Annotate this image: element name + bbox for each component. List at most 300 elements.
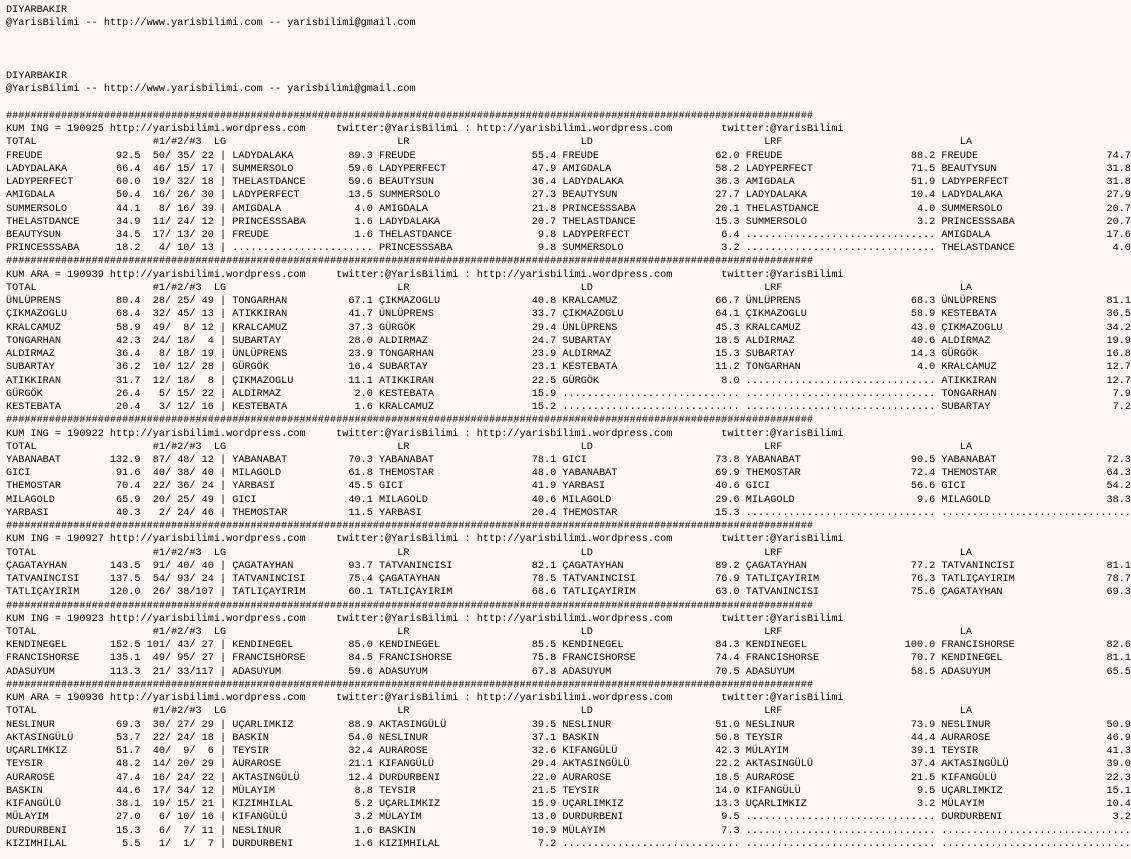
ld-cell: BEAUTYSUN 27.7	[562, 190, 746, 202]
total-cell: ALDIRMAZ 36.4	[6, 349, 147, 361]
race-title: KUM ARA = 190936 http://yarisbilimi.wordpress.com twitter:@YarisBilimi : http://yarisbilimi.wordpress.com twitter:@YarisBilimi	[6, 693, 844, 705]
ld-cell: DURDURBENI 9.5	[562, 812, 746, 824]
lrf-cell: ...............................	[745, 229, 942, 241]
la-cell: NESLINUR 50.9	[941, 719, 1131, 731]
website-link[interactable]: http://www.yarisbilimi.com	[103, 18, 263, 30]
lr-cell: GICI 41.9	[378, 481, 563, 493]
header-contact: @YarisBilimi -- http://www.yarisbilimi.com -- yarisbilimi@gmail.com	[6, 18, 416, 30]
lr-cell: ALDIRMAZ 24.7	[378, 335, 563, 347]
la-cell: THEMOSTAR 64.3	[941, 468, 1131, 480]
total-cell: FRANCISHORSE 135.1	[6, 653, 147, 665]
lg-cell: ATIKKIRAN 41.7	[232, 309, 379, 321]
ld-cell: KRALCAMUZ 66.7	[562, 296, 746, 308]
separator-line: ####################################################################################################################################	[6, 415, 813, 427]
lr-cell: AURAROSE 32.6	[378, 746, 563, 758]
ld-cell: FREUDE 62.0	[562, 150, 746, 162]
lr-cell: TATVANINCISI 82.1	[378, 560, 563, 572]
ld-cell: KESTEBATA 11.2	[562, 362, 746, 374]
placings-cell: 26/ 38/107 |	[146, 587, 233, 599]
lrf-cell: THEMOSTAR 72.4	[745, 468, 942, 480]
lrf-cell: LADYPERFECT 71.5	[745, 163, 942, 175]
total-cell: KRALCAMUZ 58.9	[6, 322, 147, 334]
table-row	[6, 150, 1131, 163]
ld-cell: AKTASINGÜLÜ 22.2	[562, 759, 746, 771]
lg-cell: THELASTDANCE 59.6	[232, 177, 379, 189]
placings-cell: 19/ 32/ 18 |	[146, 177, 233, 189]
lr-cell: SUMMERSOLO 27.3	[378, 190, 563, 202]
total-cell: PRINCESSSABA 18.2	[6, 243, 147, 255]
la-cell: TATVANINCISI 81.1	[941, 560, 1131, 572]
la-cell: KENDINEGEL 81.1	[941, 653, 1131, 665]
ld-cell: ÇIKMAZOGLU 64.1	[562, 309, 746, 321]
placings-cell: 5/ 15/ 22 |	[146, 388, 233, 400]
la-cell: AKTASINGÜLÜ 39.0	[941, 759, 1131, 771]
table-row	[6, 216, 1131, 229]
la-cell: AMIGDALA 17.6	[941, 229, 1131, 241]
lr-cell: MILAGOLD 40.6	[378, 494, 563, 506]
lrf-cell: ...............................	[745, 388, 942, 400]
lrf-cell: THELASTDANCE 4.0	[745, 203, 942, 215]
la-cell: YABANABAT 72.3	[941, 454, 1131, 466]
race-block	[6, 110, 1131, 256]
lg-cell: .......................	[232, 243, 379, 255]
lrf-cell: ...............................	[745, 375, 942, 387]
column-header-row: TOTAL #1/#2/#3 LG LR LD LRF LA	[6, 627, 972, 639]
placings-cell: 30/ 27/ 29 |	[146, 719, 233, 731]
ld-cell: NESLINUR 51.0	[562, 719, 746, 731]
table-row	[6, 454, 1131, 467]
lr-cell: KESTEBATA 15.9	[378, 388, 563, 400]
lr-cell: THELASTDANCE 9.8	[378, 229, 563, 241]
total-cell: TONGARHAN 42.3	[6, 335, 147, 347]
total-cell: NESLINUR 69.3	[6, 719, 147, 731]
placings-cell: 6/ 10/ 16 |	[146, 812, 233, 824]
table-row	[6, 308, 1131, 321]
placings-cell: 16/ 26/ 30 |	[146, 190, 233, 202]
table-row	[6, 838, 1131, 851]
total-cell: KESTEBATA 20.4	[6, 402, 147, 414]
lrf-cell: TATLIÇAYIRIM 76.3	[745, 574, 942, 586]
total-cell: THELASTDANCE 34.9	[6, 216, 147, 228]
total-cell: THEMOSTAR 70.4	[6, 481, 147, 493]
lrf-cell: ALDIRMAZ 40.6	[745, 335, 942, 347]
lr-cell: TONGARHAN 23.9	[378, 349, 563, 361]
race-block	[6, 520, 1131, 599]
race-title: KUM ING = 190927 http://yarisbilimi.wordpress.com twitter:@YarisBilimi : http://yarisbilimi.wordpress.com twitter:@YarisBilimi	[6, 534, 844, 546]
ld-cell: BASKIN 50.8	[562, 732, 746, 744]
lg-cell: AKTASINGÜLÜ 12.4	[232, 772, 379, 784]
la-cell: ATIKKIRAN 12.7	[941, 375, 1131, 387]
column-header-row: TOTAL #1/#2/#3 LG LR LD LRF LA	[6, 137, 972, 149]
la-cell: KESTEBATA 36.5	[941, 309, 1131, 321]
lrf-cell: AMIGDALA 51.9	[745, 177, 942, 189]
total-cell: ÇAGATAYHAN 143.5	[6, 560, 147, 572]
lr-cell: FREUDE 55.4	[378, 150, 563, 162]
placings-cell: 11/ 24/ 12 |	[146, 216, 233, 228]
placings-cell: 22/ 24/ 18 |	[146, 732, 233, 744]
lg-cell: NESLINUR 1.6	[232, 825, 379, 837]
la-cell: UÇARLIMKIZ 15.1	[941, 785, 1131, 797]
email-link[interactable]: yarisbilimi@gmail.com	[287, 18, 416, 30]
lg-cell: BASKIN 54.0	[232, 732, 379, 744]
table-row	[6, 758, 1131, 771]
la-cell: ALDIRMAZ 19.9	[941, 335, 1131, 347]
lrf-cell: YABANABAT 90.5	[745, 454, 942, 466]
la-cell: ADASUYUM 65.5	[941, 666, 1131, 678]
placings-cell: 8/ 16/ 39 |	[146, 203, 233, 215]
placings-cell: 8/ 18/ 19 |	[146, 349, 233, 361]
lg-cell: LADYPERFECT 13.5	[232, 190, 379, 202]
lg-cell: GÜRGÖK 16.4	[232, 362, 379, 374]
lg-cell: KIFANGÜLÜ 3.2	[232, 812, 379, 824]
la-cell: GICI 54.2	[941, 481, 1131, 493]
lg-cell: PRINCESSSABA 1.6	[232, 216, 379, 228]
race-block	[6, 600, 1131, 679]
placings-cell: 4/ 10/ 13 |	[146, 243, 233, 255]
table-row	[6, 732, 1131, 745]
total-cell: ADASUYUM 113.3	[6, 666, 147, 678]
placings-cell: 21/ 33/117 |	[146, 666, 233, 678]
total-cell: AKTASINGÜLÜ 53.7	[6, 732, 147, 744]
total-cell: FREUDE 92.5	[6, 150, 147, 162]
lg-cell: AURAROSE 21.1	[232, 759, 379, 771]
lrf-cell: AKTASINGÜLÜ 37.4	[745, 759, 942, 771]
lrf-cell: ÇIKMAZOGLU 58.9	[745, 309, 942, 321]
total-cell: KIZIMHILAL 5.5	[6, 838, 147, 850]
ld-cell: SUMMERSOLO 3.2	[562, 243, 746, 255]
la-cell: FREUDE 74.7	[941, 150, 1131, 162]
table-row	[6, 639, 1131, 652]
lrf-cell: FREUDE 88.2	[745, 150, 942, 162]
total-cell: GÜRGÖK 26.4	[6, 388, 147, 400]
la-cell: ...............................	[941, 507, 1131, 519]
lrf-cell: ...............................	[745, 812, 942, 824]
separator-line: ####################################################################################################################################	[6, 600, 813, 612]
total-cell: MILAGOLD 65.9	[6, 494, 147, 506]
lr-cell: ADASUYUM 67.8	[378, 666, 563, 678]
la-cell: TATLIÇAYIRIM 78.7	[941, 574, 1131, 586]
lr-cell: KRALCAMUZ 15.2	[378, 402, 563, 414]
total-cell: AMIGDALA 50.4	[6, 190, 147, 202]
la-cell: MILAGOLD 38.3	[941, 494, 1131, 506]
ld-cell: ÇAGATAYHAN 89.2	[562, 560, 746, 572]
lrf-cell: ...............................	[745, 507, 942, 519]
lrf-cell: FRANCISHORSE 70.7	[745, 653, 942, 665]
table-row	[6, 652, 1131, 665]
ld-cell: .............................	[562, 402, 746, 414]
column-header-row: TOTAL #1/#2/#3 LG LR LD LRF LA	[6, 706, 972, 718]
lr-cell: KIZIMHILAL 7.2	[378, 838, 563, 850]
lrf-cell: TONGARHAN 4.0	[745, 362, 942, 374]
lr-cell: BEAUTYSUN 36.4	[378, 177, 563, 189]
table-row	[6, 798, 1131, 811]
ld-cell: LADYPERFECT 6.4	[562, 229, 746, 241]
table-row	[6, 295, 1131, 308]
lg-cell: ADASUYUM 59.6	[232, 666, 379, 678]
lrf-cell: LADYDALAKA 10.4	[745, 190, 942, 202]
table-row	[6, 203, 1131, 216]
ld-cell: GICI 73.8	[562, 454, 746, 466]
table-row	[6, 719, 1131, 732]
total-cell: YABANABAT 132.9	[6, 454, 147, 466]
total-cell: KIFANGÜLÜ 38.1	[6, 799, 147, 811]
lg-cell: TATLIÇAYIRIM 60.1	[232, 587, 379, 599]
table-row	[6, 242, 1131, 255]
lg-cell: UÇARLIMKIZ 88.9	[232, 719, 379, 731]
total-cell: SUBARTAY 36.2	[6, 362, 147, 374]
race-title: KUM ING = 190922 http://yarisbilimi.wordpress.com twitter:@YarisBilimi : http://yarisbilimi.wordpress.com twitter:@YarisBilimi	[6, 428, 844, 440]
ld-cell: KIFANGÜLÜ 42.3	[562, 746, 746, 758]
la-cell: KIFANGÜLÜ 22.3	[941, 772, 1131, 784]
lr-cell: TEYSIR 21.5	[378, 785, 563, 797]
la-cell: ...............................	[941, 838, 1131, 850]
la-cell: LADYPERFECT 31.8	[941, 177, 1131, 189]
placings-cell: 1/ 1/ 7 |	[146, 838, 233, 850]
total-cell: ÇIKMAZOGLU 68.4	[6, 309, 147, 321]
total-cell: YARBASI 40.3	[6, 507, 147, 519]
placings-cell: 32/ 45/ 13 |	[146, 309, 233, 321]
lg-cell: FREUDE 1.6	[232, 229, 379, 241]
placings-cell: 87/ 48/ 12 |	[146, 454, 233, 466]
placings-cell: 40/ 9/ 6 |	[146, 746, 233, 758]
lr-cell: GÜRGÖK 29.4	[378, 322, 563, 334]
lg-cell: YARBASI 45.5	[232, 481, 379, 493]
table-row	[6, 825, 1131, 838]
ld-cell: MÜLAYIM 7.3	[562, 825, 746, 837]
total-cell: DURDURBENI 15.3	[6, 825, 147, 837]
lg-cell: YABANABAT 70.3	[232, 454, 379, 466]
lrf-cell: MÜLAYIM 39.1	[745, 746, 942, 758]
header-contact-repeat: @YarisBilimi -- http://www.yarisbilimi.com -- yarisbilimi@gmail.com	[6, 84, 416, 96]
total-cell: LADYPERFECT 60.0	[6, 177, 147, 189]
header-city: DIYARBAKIR	[6, 5, 68, 16]
lg-cell: ÜNLÜPRENS 23.9	[232, 349, 379, 361]
column-header-row: TOTAL #1/#2/#3 LG LR LD LRF LA	[6, 282, 972, 294]
lrf-cell: ...............................	[745, 825, 942, 837]
table-row	[6, 348, 1131, 361]
placings-cell: 28/ 25/ 49 |	[146, 296, 233, 308]
ld-cell: SUBARTAY 18.5	[562, 335, 746, 347]
table-row	[6, 401, 1131, 414]
table-row	[6, 811, 1131, 824]
ld-cell: PRINCESSSABA 20.1	[562, 203, 746, 215]
table-row	[6, 335, 1131, 348]
lg-cell: ÇIKMAZOGLU 11.1	[232, 375, 379, 387]
lg-cell: GICI 40.1	[232, 494, 379, 506]
lr-cell: THEMOSTAR 48.0	[378, 468, 563, 480]
blank-line	[6, 44, 1024, 57]
lg-cell: SUBARTAY 28.0	[232, 335, 379, 347]
placings-cell: 6/ 7/ 11 |	[146, 825, 233, 837]
lg-cell: KRALCAMUZ 37.3	[232, 322, 379, 334]
column-header-row: TOTAL #1/#2/#3 LG LR LD LRF LA	[6, 441, 972, 453]
total-cell: ATIKKIRAN 31.7	[6, 375, 147, 387]
la-cell: SUMMERSOLO 20.7	[941, 203, 1131, 215]
lrf-cell: ...............................	[745, 838, 942, 850]
placings-cell: 50/ 35/ 22 |	[146, 150, 233, 162]
race-title: KUM ING = 190923 http://yarisbilimi.wordpress.com twitter:@YarisBilimi : http://yarisbilimi.wordpress.com twitter:@YarisBilimi	[6, 613, 844, 625]
la-cell: FRANCISHORSE 82.6	[941, 640, 1131, 652]
lg-cell: TEYSIR 32.4	[232, 746, 379, 758]
table-row	[6, 507, 1131, 520]
lr-cell: YARBASI 20.4	[378, 507, 563, 519]
ld-cell: THEMOSTAR 15.3	[562, 507, 746, 519]
contact-handle[interactable]: @YarisBilimi	[6, 18, 80, 30]
lg-cell: SUMMERSOLO 59.6	[232, 163, 379, 175]
placings-cell: 40/ 38/ 40 |	[146, 468, 233, 480]
lrf-cell: KIFANGÜLÜ 9.5	[745, 785, 942, 797]
table-row	[6, 573, 1131, 586]
lr-cell: ÇAGATAYHAN 78.5	[378, 574, 563, 586]
la-cell: DURDURBENI 3.2	[941, 812, 1131, 824]
ld-cell: .............................	[562, 838, 746, 850]
lrf-cell: ...............................	[745, 243, 942, 255]
lrf-cell: ...............................	[745, 402, 942, 414]
lrf-cell: NESLINUR 73.9	[745, 719, 942, 731]
table-row	[6, 176, 1131, 189]
lg-cell: TATVANINCISI 75.4	[232, 574, 379, 586]
placings-cell: 17/ 13/ 20 |	[146, 229, 233, 241]
total-cell: AURAROSE 47.4	[6, 772, 147, 784]
lg-cell: THEMOSTAR 11.5	[232, 507, 379, 519]
la-cell: THELASTDANCE 4.0	[941, 243, 1131, 255]
race-block	[6, 679, 1131, 851]
table-row	[6, 375, 1131, 388]
lrf-cell: SUMMERSOLO 3.2	[745, 216, 942, 228]
la-cell: MÜLAYIM 10.4	[941, 799, 1131, 811]
lr-cell: NESLINUR 37.1	[378, 732, 563, 744]
lr-cell: MÜLAYIM 13.0	[378, 812, 563, 824]
table-row	[6, 666, 1131, 679]
lg-cell: KIZIMHILAL 5.2	[232, 799, 379, 811]
table-row	[6, 586, 1131, 599]
placings-cell: 24/ 18/ 4 |	[146, 335, 233, 347]
placings-cell: 49/ 95/ 27 |	[146, 653, 233, 665]
lrf-cell: ADASUYUM 58.5	[745, 666, 942, 678]
lrf-cell: KRALCAMUZ 43.0	[745, 322, 942, 334]
placings-cell: 3/ 12/ 16 |	[146, 402, 233, 414]
ld-cell: FRANCISHORSE 74.4	[562, 653, 746, 665]
lr-cell: LADYPERFECT 47.9	[378, 163, 563, 175]
lr-cell: KIFANGÜLÜ 29.4	[378, 759, 563, 771]
table-row	[6, 480, 1131, 493]
placings-cell: 2/ 24/ 46 |	[146, 507, 233, 519]
table-row	[6, 494, 1131, 507]
ld-cell: YARBASI 40.6	[562, 481, 746, 493]
lrf-cell: TATVANINCISI 75.6	[745, 587, 942, 599]
table-row	[6, 560, 1131, 573]
total-cell: ÜNLÜPRENS 80.4	[6, 296, 147, 308]
lg-cell: AMIGDALA 4.0	[232, 203, 379, 215]
lr-cell: AMIGDALA 21.8	[378, 203, 563, 215]
la-cell: ÇIKMAZOGLU 34.2	[941, 322, 1131, 334]
table-row	[6, 229, 1131, 242]
lr-cell: LADYDALAKA 20.7	[378, 216, 563, 228]
table-row	[6, 772, 1131, 785]
race-block	[6, 414, 1131, 520]
lr-cell: TATLIÇAYIRIM 68.6	[378, 587, 563, 599]
lg-cell: DURDURBENI 1.6	[232, 838, 379, 850]
lrf-cell: ÜNLÜPRENS 68.3	[745, 296, 942, 308]
la-cell: PRINCESSSABA 20.7	[941, 216, 1131, 228]
ld-cell: AURAROSE 18.5	[562, 772, 746, 784]
lr-cell: KENDINEGEL 85.5	[378, 640, 563, 652]
total-cell: UÇARLIMKIZ 51.7	[6, 746, 147, 758]
ld-cell: GÜRGÖK 8.0	[562, 375, 746, 387]
lr-cell: DURDURBENI 22.0	[378, 772, 563, 784]
placings-cell: 20/ 25/ 49 |	[146, 494, 233, 506]
ld-cell: AMIGDALA 58.2	[562, 163, 746, 175]
total-cell: GICI 91.6	[6, 468, 147, 480]
la-cell: TONGARHAN 7.9	[941, 388, 1131, 400]
lg-cell: MÜLAYIM 8.8	[232, 785, 379, 797]
total-cell: KENDINEGEL 152.5	[6, 640, 147, 652]
ld-cell: MILAGOLD 29.6	[562, 494, 746, 506]
total-cell: BEAUTYSUN 34.5	[6, 229, 147, 241]
lrf-cell: AURAROSE 21.5	[745, 772, 942, 784]
la-cell: KRALCAMUZ 12.7	[941, 362, 1131, 374]
la-cell: ÜNLÜPRENS 81.1	[941, 296, 1131, 308]
separator-line: ####################################################################################################################################	[6, 256, 813, 268]
lr-cell: ÜNLÜPRENS 33.7	[378, 309, 563, 321]
lrf-cell: KENDINEGEL 100.0	[745, 640, 942, 652]
la-cell: ÇAGATAYHAN 69.3	[941, 587, 1131, 599]
placings-cell: 101/ 43/ 27 |	[146, 640, 233, 652]
table-row	[6, 467, 1131, 480]
placings-cell: 10/ 12/ 28 |	[146, 362, 233, 374]
placings-cell: 91/ 40/ 40 |	[146, 560, 233, 572]
race-title: KUM ARA = 190939 http://yarisbilimi.wordpress.com twitter:@YarisBilimi : http://yarisbilimi.wordpress.com twitter:@YarisBilimi	[6, 269, 844, 281]
lr-cell: AKTASINGÜLÜ 39.5	[378, 719, 563, 731]
placings-cell: 17/ 34/ 12 |	[146, 785, 233, 797]
table-row	[6, 745, 1131, 758]
placings-cell: 49/ 8/ 12 |	[146, 322, 233, 334]
total-cell: LADYDALAKA 66.4	[6, 163, 147, 175]
blank-line	[6, 57, 1024, 70]
ld-cell: ÜNLÜPRENS 45.3	[562, 322, 746, 334]
ld-cell: TATLIÇAYIRIM 63.0	[562, 587, 746, 599]
header-city-repeat: DIYARBAKIR	[6, 71, 68, 83]
blank-line	[6, 97, 1024, 110]
lrf-cell: TEYSIR 44.4	[745, 732, 942, 744]
total-cell: TATVANINCISI 137.5	[6, 574, 147, 586]
ld-cell: TATVANINCISI 76.9	[562, 574, 746, 586]
lr-cell: UÇARLIMKIZ 15.9	[378, 799, 563, 811]
ld-cell: LADYDALAKA 36.3	[562, 177, 746, 189]
placings-cell: 54/ 93/ 24 |	[146, 574, 233, 586]
lg-cell: ALDIRMAZ 2.0	[232, 388, 379, 400]
blank-line	[6, 30, 1024, 43]
ld-cell: YABANABAT 69.9	[562, 468, 746, 480]
la-cell: SUBARTAY 7.2	[941, 402, 1131, 414]
lg-cell: FRANCISHORSE 84.5	[232, 653, 379, 665]
lg-cell: LADYDALAKA 89.3	[232, 150, 379, 162]
lrf-cell: GICI 56.6	[745, 481, 942, 493]
table-row	[6, 163, 1131, 176]
total-cell: TEYSIR 48.2	[6, 759, 147, 771]
placings-cell: 22/ 36/ 24 |	[146, 481, 233, 493]
la-cell: GÜRGÖK 16.8	[941, 349, 1131, 361]
race-block	[6, 255, 1131, 414]
separator-line: ####################################################################################################################################	[6, 679, 813, 691]
lrf-cell: ÇAGATAYHAN 77.2	[745, 560, 942, 572]
lg-cell: ÇAGATAYHAN 93.7	[232, 560, 379, 572]
race-title: KUM ING = 190925 http://yarisbilimi.wordpress.com twitter:@YarisBilimi : http://yarisbilimi.wordpress.com twitter:@YarisBilimi	[6, 124, 844, 136]
lr-cell: SUBARTAY 23.1	[378, 362, 563, 374]
la-cell: ...............................	[941, 825, 1131, 837]
ld-cell: ALDIRMAZ 15.3	[562, 349, 746, 361]
placings-cell: 14/ 20/ 29 |	[146, 759, 233, 771]
